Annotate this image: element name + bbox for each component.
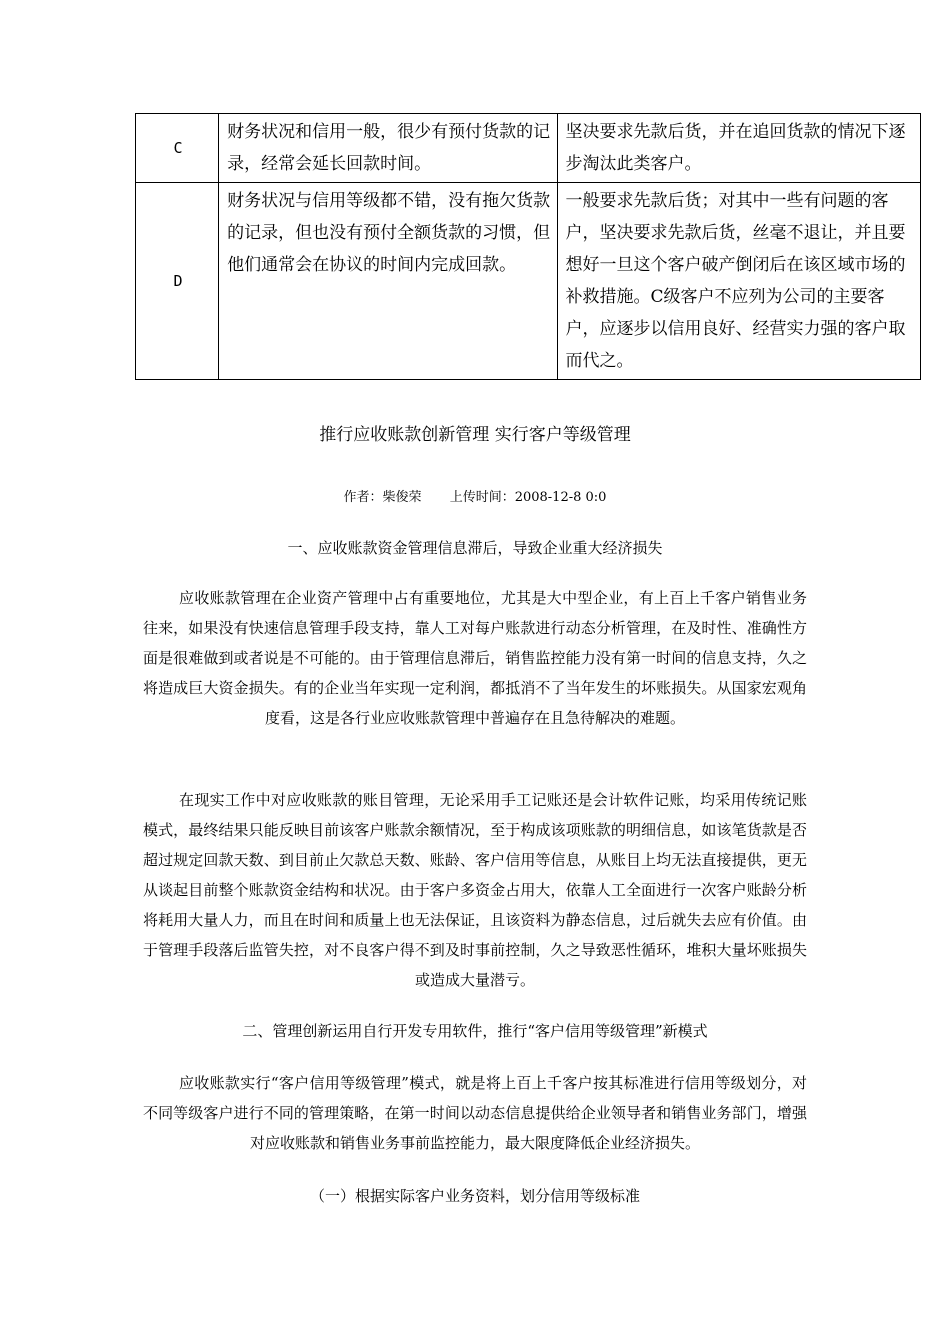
table-row-grade-d [136, 183, 921, 380]
section-heading-2: 二、管理创新运用自行开发专用软件，推行“客户信用等级管理”新模式 [242, 1022, 708, 1040]
article-title: 推行应收账款创新管理 实行客户等级管理 [319, 425, 631, 445]
paragraph-3: 应收账款实行“客户信用等级管理”模式，就是将上百上千客户按其标准进行信用等级划分，对不同等级客户进行不同的管理策略，在第一时间以动态信息提供给企业领导者和销售业务部门，增强对应收账款和销售业务事前监控能力，最大限度降低企业经济损失。 [143, 1074, 807, 1152]
paragraph-1: 应收账款管理在企业资产管理中占有重要地位，尤其是大中型企业，有上百上千客户销售业务往来，如果没有快速信息管理手段支持，靠人工对每户账款进行动态分析管理，在及时性、准确性方面是很难做到或者说是不可能的。由于管理信息滞后，销售监控能力没有第一时间的信息支持，久之将造成巨大资金损失。有的企业当年实现一定利润，都抵消不了当年发生的坏账损失。从国家宏观角度看，这是各行业应收账款管理中普遍存在且急待解决的难题。 [143, 589, 807, 727]
section-heading-1: 一、应收账款资金管理信息滞后，导致企业重大经济损失 [287, 539, 663, 557]
grade-cell: D [136, 183, 219, 380]
policy-cell: 坚决要求先款后货，并在追回货款的情况下逐步淘汰此类客户。 [557, 114, 920, 183]
policy-cell: 一般要求先款后货；对其中一些有问题的客户，坚决要求先款后货，丝毫不退让，并且要想好一旦这个客户破产倒闭后在该区域市场的补救措施。C级客户不应列为公司的主要客户，应逐步以信用良好、经营实力强的客户取而代之。 [557, 183, 920, 380]
subsection-heading-1: （一）根据实际客户业务资料，划分信用等级标准 [309, 1187, 640, 1205]
condition-cell: 财务状况与信用等级都不错，没有拖欠货款的记录，但也没有预付全额货款的习惯，但他们通常会在协议的时间内完成回款。 [219, 183, 557, 380]
article-meta [0, 486, 950, 505]
credit-grade-table [135, 113, 921, 380]
paragraph-2: 在现实工作中对应收账款的账目管理，无论采用手工记账还是会计软件记账，均采用传统记账模式，最终结果只能反映目前该客户账款余额情况，至于构成该项账款的明细信息，如该笔货款是否超过规定回款天数、到目前止欠款总天数、账龄、客户信用等信息，从账目上均无法直接提供，更无从谈起目前整个账款资金结构和状况。由于客户多资金占用大，依靠人工全面进行一次客户账龄分析将耗用大量人力，而且在时间和质量上也无法保证，且该资料为静态信息，过后就失去应有价值。由于管理手段落后监管失控，对不良客户得不到及时事前控制，久之导致恶性循环，堆积大量坏账损失或造成大量潜亏。 [143, 791, 807, 989]
condition-cell: 财务状况和信用一般，很少有预付货款的记录，经常会延长回款时间。 [219, 114, 557, 183]
author: 作者：柴俊荣 [343, 490, 422, 505]
table-row-grade-c [136, 114, 921, 183]
grade-cell: C [136, 114, 219, 183]
upload-time: 上传时间：2008-12-8 0:0 [449, 490, 607, 505]
